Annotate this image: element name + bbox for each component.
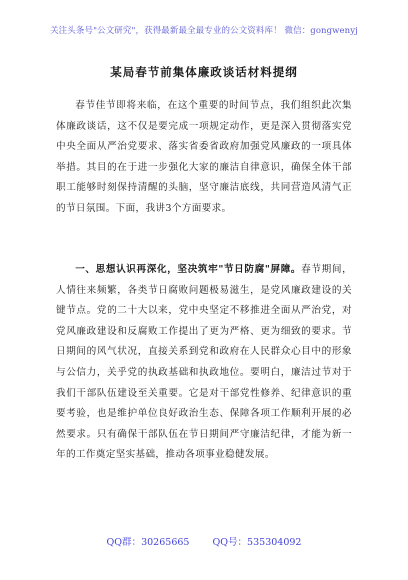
footer-qq-number: QQ号：535304092 [212,537,302,548]
footer-qq-group: QQ群：30265665 [106,537,190,548]
section-one-block [56,260,352,466]
intro-paragraph-block [56,96,352,220]
section-one-heading: 一、思想认识再深化，坚决筑牢"节日防腐"屏障。 [75,264,302,275]
footer-contact [0,534,408,548]
section-one-text: 春节期间，人情往来频繁，各类节日腐败问题极易滋生，是党风廉政建设的关键节点。党的二十大以来，党中央坚定不移推进全面从严治党，对党风廉政建设和反腐败工作提出了更为严格、更为细致的要求。节日期间的风气状况，直接关系到党和政府在人民群众心目中的形象与公信力，关乎党的执政基础和执政地位。要明白，廉洁过节对于我们干部队伍建设至关重要。它是对干部党性修养、纪律意识的重要考验，也是维护单位良好政治生态、保障各项工作顺利开展的必然要求。只有确保干部队伍在节日期间严守廉洁纪律，才能为新一年的工作奠定坚实基础，推动各项事业稳健发展。 [56,264,353,461]
header-promo-banner: 关注头条号"公文研究"，获得最新最全最专业的公文资料库！ 微信：gongwenyj [50,26,358,36]
intro-paragraph: 春节佳节即将来临，在这个重要的时间节点，我们组织此次集体廉政谈话，这不仅是要完成一项规定动作，更是深入贯彻落实党中央全面从严治党要求、落实省委省政府加强党风廉政的一项具体举措。其目的在于进一步强化大家的廉洁自律意识，确保全体干部职工能够时刻保持清醒的头脑，坚守廉洁底线，共同营造风清气正的节日氛围。下面，我讲3个方面要求。 [56,100,352,214]
document-title: 某局春节前集体廉政谈话材料提纲 [110,65,298,79]
section-one-paragraph [56,260,352,466]
